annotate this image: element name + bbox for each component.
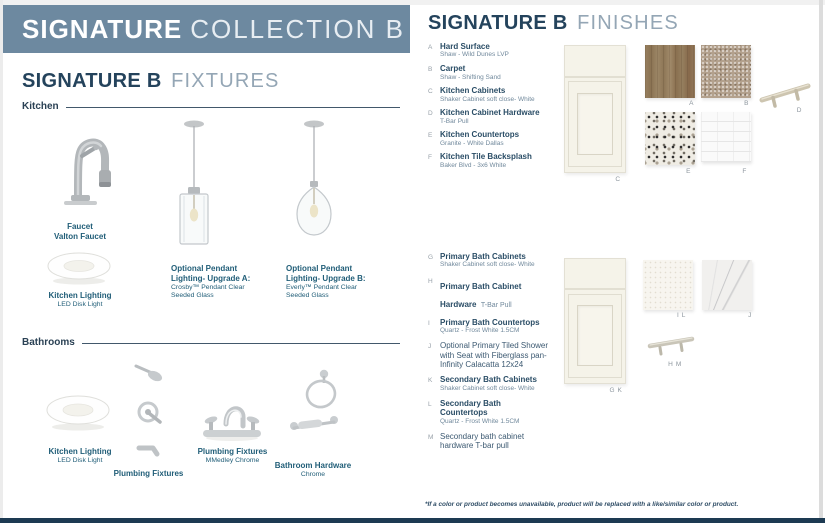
tbar-pull-swatch-hm [646,330,696,361]
granite-swatch-e [645,112,695,165]
shower-fixtures-caption [101,469,196,479]
swatch-label-d: D [796,107,802,114]
pendant-a-title2: Lighting- Upgrade A: [171,274,251,283]
pendant-a-sub2: Seeded Glass [171,292,214,300]
finish-item-m: M Secondary bath cabinet hardware T-bar pull [428,432,525,451]
finish-item-g: G Primary Bath Cabinets Shaker Cabinet soft close- White [428,252,535,269]
kitchen-section-label: Kitchen [22,101,59,112]
pendant-b-caption [286,264,381,301]
swatch-label-e: E [686,168,691,175]
kitchen-lighting-title: Kitchen Lighting [48,291,112,300]
finish-item-e: E Kitchen Countertops Granite - White Dallas [428,130,520,147]
bathrooms-section-label: Bathrooms [22,337,75,348]
kitchen-disk-light-image [46,250,112,293]
bath-faucet-caption [185,447,280,465]
pendant-a-sub1: Crosby™ Pendant Clear [171,284,245,291]
finish-item-f: F Kitchen Tile Backsplash Baker Blvd - 3x6 White [428,152,532,169]
right-edge-line [819,0,823,523]
cabinet-door-swatch-gk [564,258,626,384]
banner-title-bold: SIGNATURE [22,13,183,44]
collection-banner [0,5,410,53]
finish-item-h: H Primary Bath Cabinet Hardware T-Bar Pull [428,277,522,309]
finish-item-i: I Primary Bath Countertops Quartz - Frost White 1.5CM [428,317,540,334]
swatch-label-j: J [748,312,752,319]
kitchen-lighting-subtitle: LED Disk Light [57,301,103,308]
bathroom-hardware-title: Bathroom Hardware [274,461,352,470]
bath-lighting-caption [20,447,140,465]
bathroom-hardware-subtitle: Chrome [300,471,326,478]
pendant-b-sub2: Seeded Glass [286,292,329,300]
bathrooms-section-header [22,337,400,348]
shower-fixtures-image [124,360,172,467]
subway-tile-swatch-f [701,112,751,162]
bottom-navy-bar [0,518,825,523]
swatch-label-gk: G K [609,387,623,394]
finishes-heading-light: FINISHES [577,12,679,34]
kitchen-faucet-caption [25,222,135,242]
bath-lighting-title: Kitchen Lighting [48,447,112,456]
bathroom-hardware-caption [268,461,358,479]
swatch-label-hm: H M [668,361,682,368]
bath-disk-light-image [45,392,111,439]
carpet-swatch-b [701,45,751,98]
bathroom-hardware-image [282,364,344,461]
finishes-list-bath [428,252,550,457]
finish-item-j: J Optional Primary Tiled Shower with Seat with Fiberglass pan- Infinity Calacatta 12x24 [428,341,549,369]
swatch-label-il: I L [676,312,686,319]
finish-item-a: A Hard Surface Shaw - Wild Dunes LVP [428,42,509,59]
pendant-b-image [290,118,338,255]
faucet-caption-subtitle: Valton Faucet [53,232,106,241]
disclaimer-text: *If a color or product becomes unavailable, product will be replaced with a like/similar color or product. [425,501,739,508]
left-edge-line [0,0,3,523]
faucet-caption-title: Faucet [67,222,93,231]
finishes-heading-bold: SIGNATURE B [428,12,568,34]
fixtures-heading-bold: SIGNATURE B [22,70,162,92]
finish-item-b: B Carpet Shaw - Shifting Sand [428,64,501,81]
quartz-swatch-il [643,260,693,310]
fixtures-heading-light: FIXTURES [171,70,280,92]
finish-item-c: C Kitchen Cabinets Shaker Cabinet soft close- White [428,86,535,103]
kitchen-lighting-caption [20,291,140,309]
swatch-label-a: A [689,100,694,107]
finish-item-k: K Secondary Bath Cabinets Shaker Cabinet soft close- White [428,375,537,392]
kitchen-section-rule [66,107,400,108]
wood-lvp-swatch-a [645,45,695,98]
pendant-a-image [170,118,218,255]
fixtures-heading [22,70,280,93]
finish-item-d: D Kitchen Cabinet Hardware T-Bar Pull [428,108,540,125]
cabinet-door-swatch-c [564,45,626,173]
pendant-b-title2: Lighting- Upgrade B: [286,274,366,283]
shower-fixtures-title: Plumbing Fixtures [113,469,184,478]
bath-faucet-subtitle: MMedley Chrome [205,457,260,464]
calacatta-swatch-j [702,260,752,310]
bathrooms-section-rule [82,343,400,344]
finish-item-l: L Secondary Bath Countertops Quartz - Frost White 1.5CM [428,399,520,425]
bath-faucet-image [198,372,264,449]
pendant-a-caption [171,264,266,301]
bath-lighting-subtitle: LED Disk Light [57,457,103,464]
pendant-b-sub1: Everly™ Pendant Clear [286,284,358,291]
swatch-label-c: C [615,176,621,183]
finishes-heading [428,12,679,35]
finishes-list-kitchen [428,42,578,174]
pendant-a-title1: Optional Pendant [171,264,238,273]
swatch-label-b: B [744,100,749,107]
banner-title-light: COLLECTION B [190,13,405,44]
bath-faucet-title: Plumbing Fixtures [197,447,268,456]
kitchen-faucet-image [45,126,115,219]
pendant-b-title1: Optional Pendant [286,264,353,273]
swatch-label-f: F [742,168,747,175]
kitchen-section-header [22,101,400,112]
